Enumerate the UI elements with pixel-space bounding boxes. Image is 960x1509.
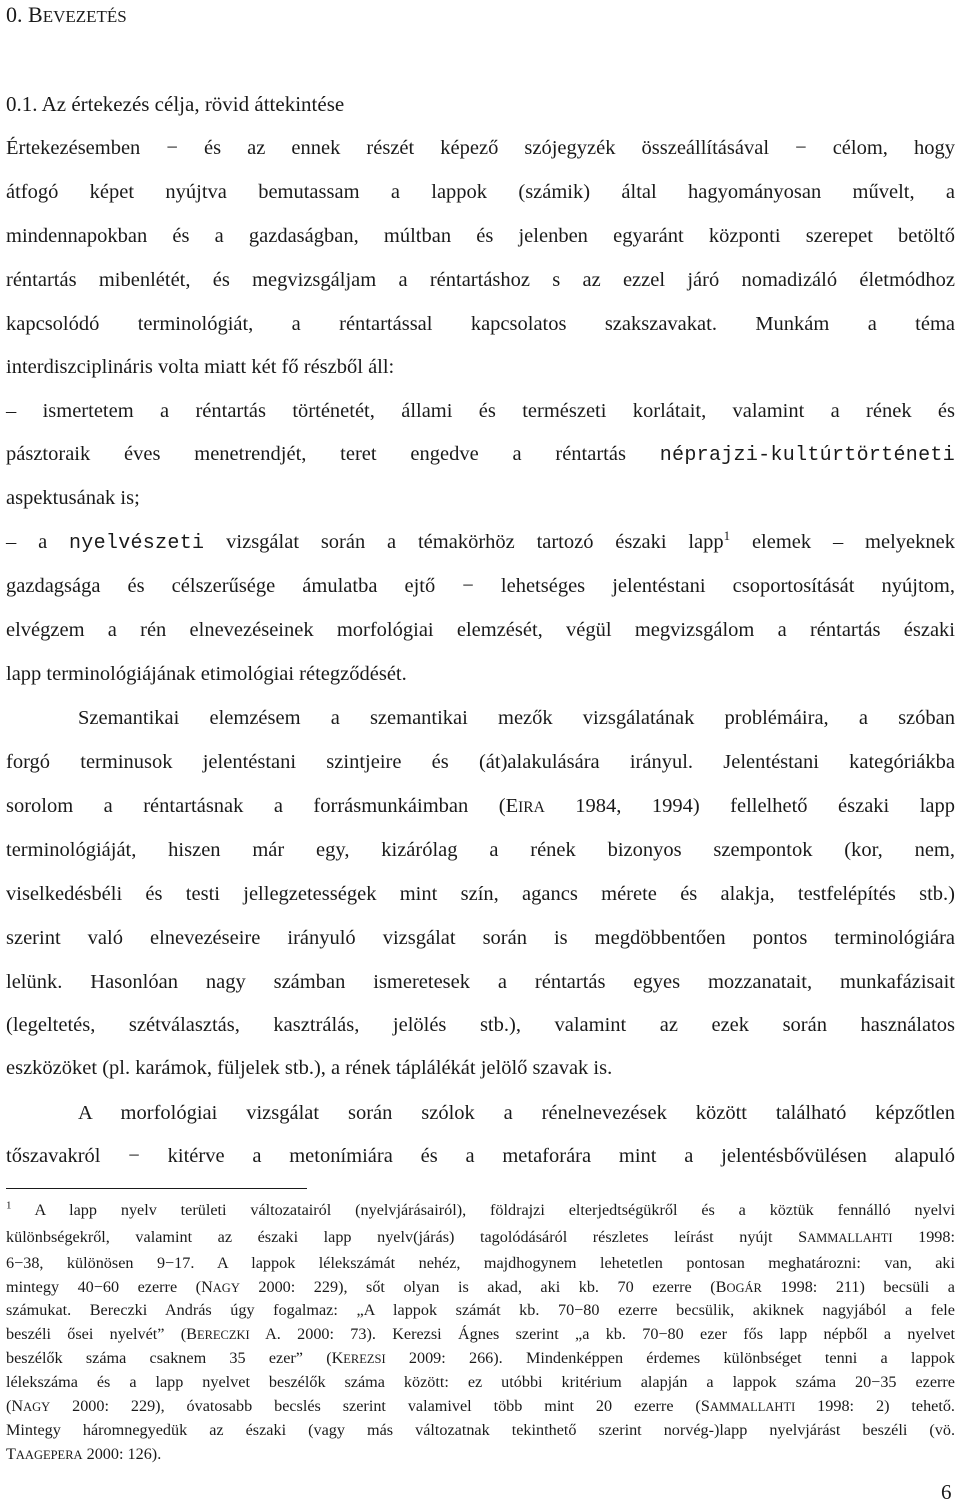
chapter-number: 0. <box>6 2 28 27</box>
body-line: Szemantikai elemzésem a szemantikai mezők vizsgálatának problémáira, a szóban <box>78 707 955 729</box>
citation-author: T <box>6 1445 16 1463</box>
citation-author: S <box>798 1228 808 1246</box>
page-number: 6 <box>941 1480 952 1504</box>
list-item-line: lapp terminológiájának etimológiai rétegződését. <box>6 663 407 685</box>
text-run: 1998: 211) becsüli a <box>761 1278 955 1296</box>
footnote-separator <box>6 1188 307 1189</box>
footnote-line: számukat. Bereczki András úgy fogalmaz: „A lappok számát kb. 70−80 ezerre becsülik, akiknek nagyjából a fele <box>6 1301 955 1319</box>
citation-author: AGY <box>23 1400 51 1414</box>
footnote-line: Mintegy háromnegyedük az északi (vagy más változatnak tekinthető szerint norvég-)lapp nyelvjárást beszéli (vö. <box>6 1421 955 1439</box>
citation-author: B <box>186 1325 197 1343</box>
body-line: mindennapokban és a gazdaságban, múltban és jelenben egyaránt központi szerepet betöltő <box>6 225 955 247</box>
citation-author: ERECZKI <box>196 1328 250 1342</box>
text-run: pásztoraik éves menetrendjét, teret engedve a réntartás <box>6 443 660 465</box>
footnote-line <box>6 1444 955 1465</box>
text-run: ( <box>6 1397 12 1415</box>
text-run: sorolom a réntartásnak a forrásmunkáimban ( <box>6 795 506 817</box>
text-run: vizsgálat során a témakörhöz tartozó északi lapp <box>204 531 724 553</box>
body-line: Értekezésemben − és az ennek részét képező szójegyzék összeállításával − célom, hogy <box>6 137 955 159</box>
footnote-line <box>6 1396 955 1417</box>
body-line: réntartás mibenlétét, és megvizsgáljam a réntartáshoz s az ezzel járó nomadizáló életmódhoz <box>6 269 955 291</box>
text-run: A lapp nyelv területi változatairól (nyelvjárásairól), földrajzi elterjedtségükről és a köztük fennálló nyelvi <box>11 1201 955 1219</box>
list-item-line <box>6 530 955 556</box>
footnote-line: lélekszáma és a lapp nyelvet beszélők száma között: ez utóbbi kritérium alapján a lappok száma 20−35 ezerre <box>6 1373 955 1391</box>
footnote-line <box>6 1227 955 1248</box>
footnote-line: 6−38, különösen 9−17. A lappok lélekszámát nehéz, majdhogynem lehetetlen pontosan meghatározni: van, aki <box>6 1254 955 1272</box>
citation-author: N <box>201 1278 213 1296</box>
citation-author: IRA <box>518 799 545 816</box>
citation-author: AMMALLAHTI <box>807 1231 893 1245</box>
body-line <box>6 794 955 820</box>
footnote-line <box>6 1200 955 1220</box>
emphasized-term: néprajzi-kultúrtörténeti <box>659 444 955 467</box>
text-run: – a <box>6 531 69 553</box>
citation-author: AMMALLAHTI <box>709 1400 796 1414</box>
body-line: kapcsolódó terminológiát, a réntartással kapcsolatos szakszavakat. Munkám a téma <box>6 313 955 335</box>
text-run: 2000: 126). <box>82 1445 162 1463</box>
section-heading: 0.1. Az értekezés célja, rövid áttekintése <box>6 92 345 116</box>
text-run: mintegy 40−60 ezerre ( <box>6 1278 202 1296</box>
citation-author: OGÁR <box>726 1281 762 1295</box>
text-run: 2000: 229), sőt olyan is akad, aki kb. 70 ezerre ( <box>239 1278 716 1296</box>
text-run: beszélők száma csaknem 35 ezer” ( <box>6 1349 332 1367</box>
body-line: tőszavakról − kitérve a metonímiára és a metaforára mint a jelentésbővülésen alapuló <box>6 1145 955 1167</box>
citation-author: K <box>331 1349 344 1367</box>
citation-author: N <box>11 1397 24 1415</box>
text-run: A. 2000: 73). Kerezsi Ágnes szerint „a kb. 70−80 ezer fős lapp népből a nyelvet <box>249 1325 955 1343</box>
text-run: 1998: <box>892 1228 955 1246</box>
citation-author: EREZSI <box>343 1352 386 1366</box>
citation-author: AGY <box>212 1281 240 1295</box>
text-run: beszéli ősei nyelvét” ( <box>6 1325 187 1343</box>
emphasized-term: nyelvészeti <box>69 532 205 555</box>
text-run: különbségekről, valamint az északi lapp nyelv(járás) tagolódásáról részletes leírást nyújt <box>6 1228 799 1246</box>
citation-author: S <box>700 1397 710 1415</box>
body-line: forgó terminusok jelentéstani szintjeire és (át)alakulására irányul. Jelentéstani kategóriákba <box>6 751 955 773</box>
body-line: átfogó képet nyújtva bemutassam a lappok (számik) által hagyományosan művelt, a <box>6 181 955 203</box>
body-line: terminológiáját, hiszen már egy, kizárólag a rének bizonyos szempontok (kor, nem, <box>6 839 955 861</box>
text-run: elemek – melyeknek <box>730 531 955 553</box>
citation-author: AAGEPERA <box>15 1448 83 1462</box>
footnote-line <box>6 1277 955 1298</box>
body-line: szerint való elnevezéseire irányuló vizsgálat során is megdöbbentően pontos terminológiára <box>6 927 955 949</box>
body-line: lelünk. Hasonlóan nagy számban ismeretesek a réntartás egyes mozzanatait, munkafázisait <box>6 971 955 993</box>
citation-author: B <box>715 1278 727 1296</box>
footnote-line <box>6 1324 955 1345</box>
text-run: 1998: 2) tehető. <box>795 1397 955 1415</box>
list-item-line: aspektusának is; <box>6 487 140 509</box>
footnote-line <box>6 1348 955 1369</box>
body-line: (legeltetés, szétválasztás, kasztrálás, jelölés stb.), valamint az ezek során használatos <box>6 1014 955 1036</box>
body-line: viselkedésbéli és testi jellegzetességek mint szín, agancs mérete és alakja, testfelépítés stb.) <box>6 883 955 905</box>
list-item-line: gazdagsága és célszerűsége ámulatba ejtő − lehetséges jelentéstani csoportosítását nyújtom, <box>6 575 955 597</box>
text-run: 1984, 1994) fellelhető északi lapp <box>544 795 955 817</box>
list-item-line <box>6 442 955 468</box>
list-item-line: – ismertetem a réntartás történetét, állami és természeti korlátait, valamint a rének és <box>6 400 955 422</box>
text-run: 2009: 266). Mindenképpen érdemes különbséget tenni a lappok <box>385 1349 955 1367</box>
chapter-title-initial: B <box>28 2 43 27</box>
body-line: interdiszciplináris volta miatt két fő részből áll: <box>6 356 395 378</box>
chapter-heading <box>6 3 127 29</box>
citation-author: E <box>505 795 519 817</box>
footnote-reference: 1 <box>723 528 731 544</box>
footnote-marker: 1 <box>6 1199 12 1212</box>
chapter-title-rest: EVEZETÉS <box>42 7 127 26</box>
list-item-line: elvégzem a rén elnevezéseinek morfológiai elemzését, végül megvizsgálom a réntartás északi <box>6 619 955 641</box>
body-line: eszközöket (pl. karámok, füljelek stb.), a rének táplálékát jelölő szavak is. <box>6 1057 613 1079</box>
text-run: 2000: 229), óvatosabb becslés szerint valamivel több mint 20 ezerre ( <box>50 1397 701 1415</box>
body-line: A morfológiai vizsgálat során szólok a rénelnevezések között található képzőtlen <box>78 1102 955 1124</box>
